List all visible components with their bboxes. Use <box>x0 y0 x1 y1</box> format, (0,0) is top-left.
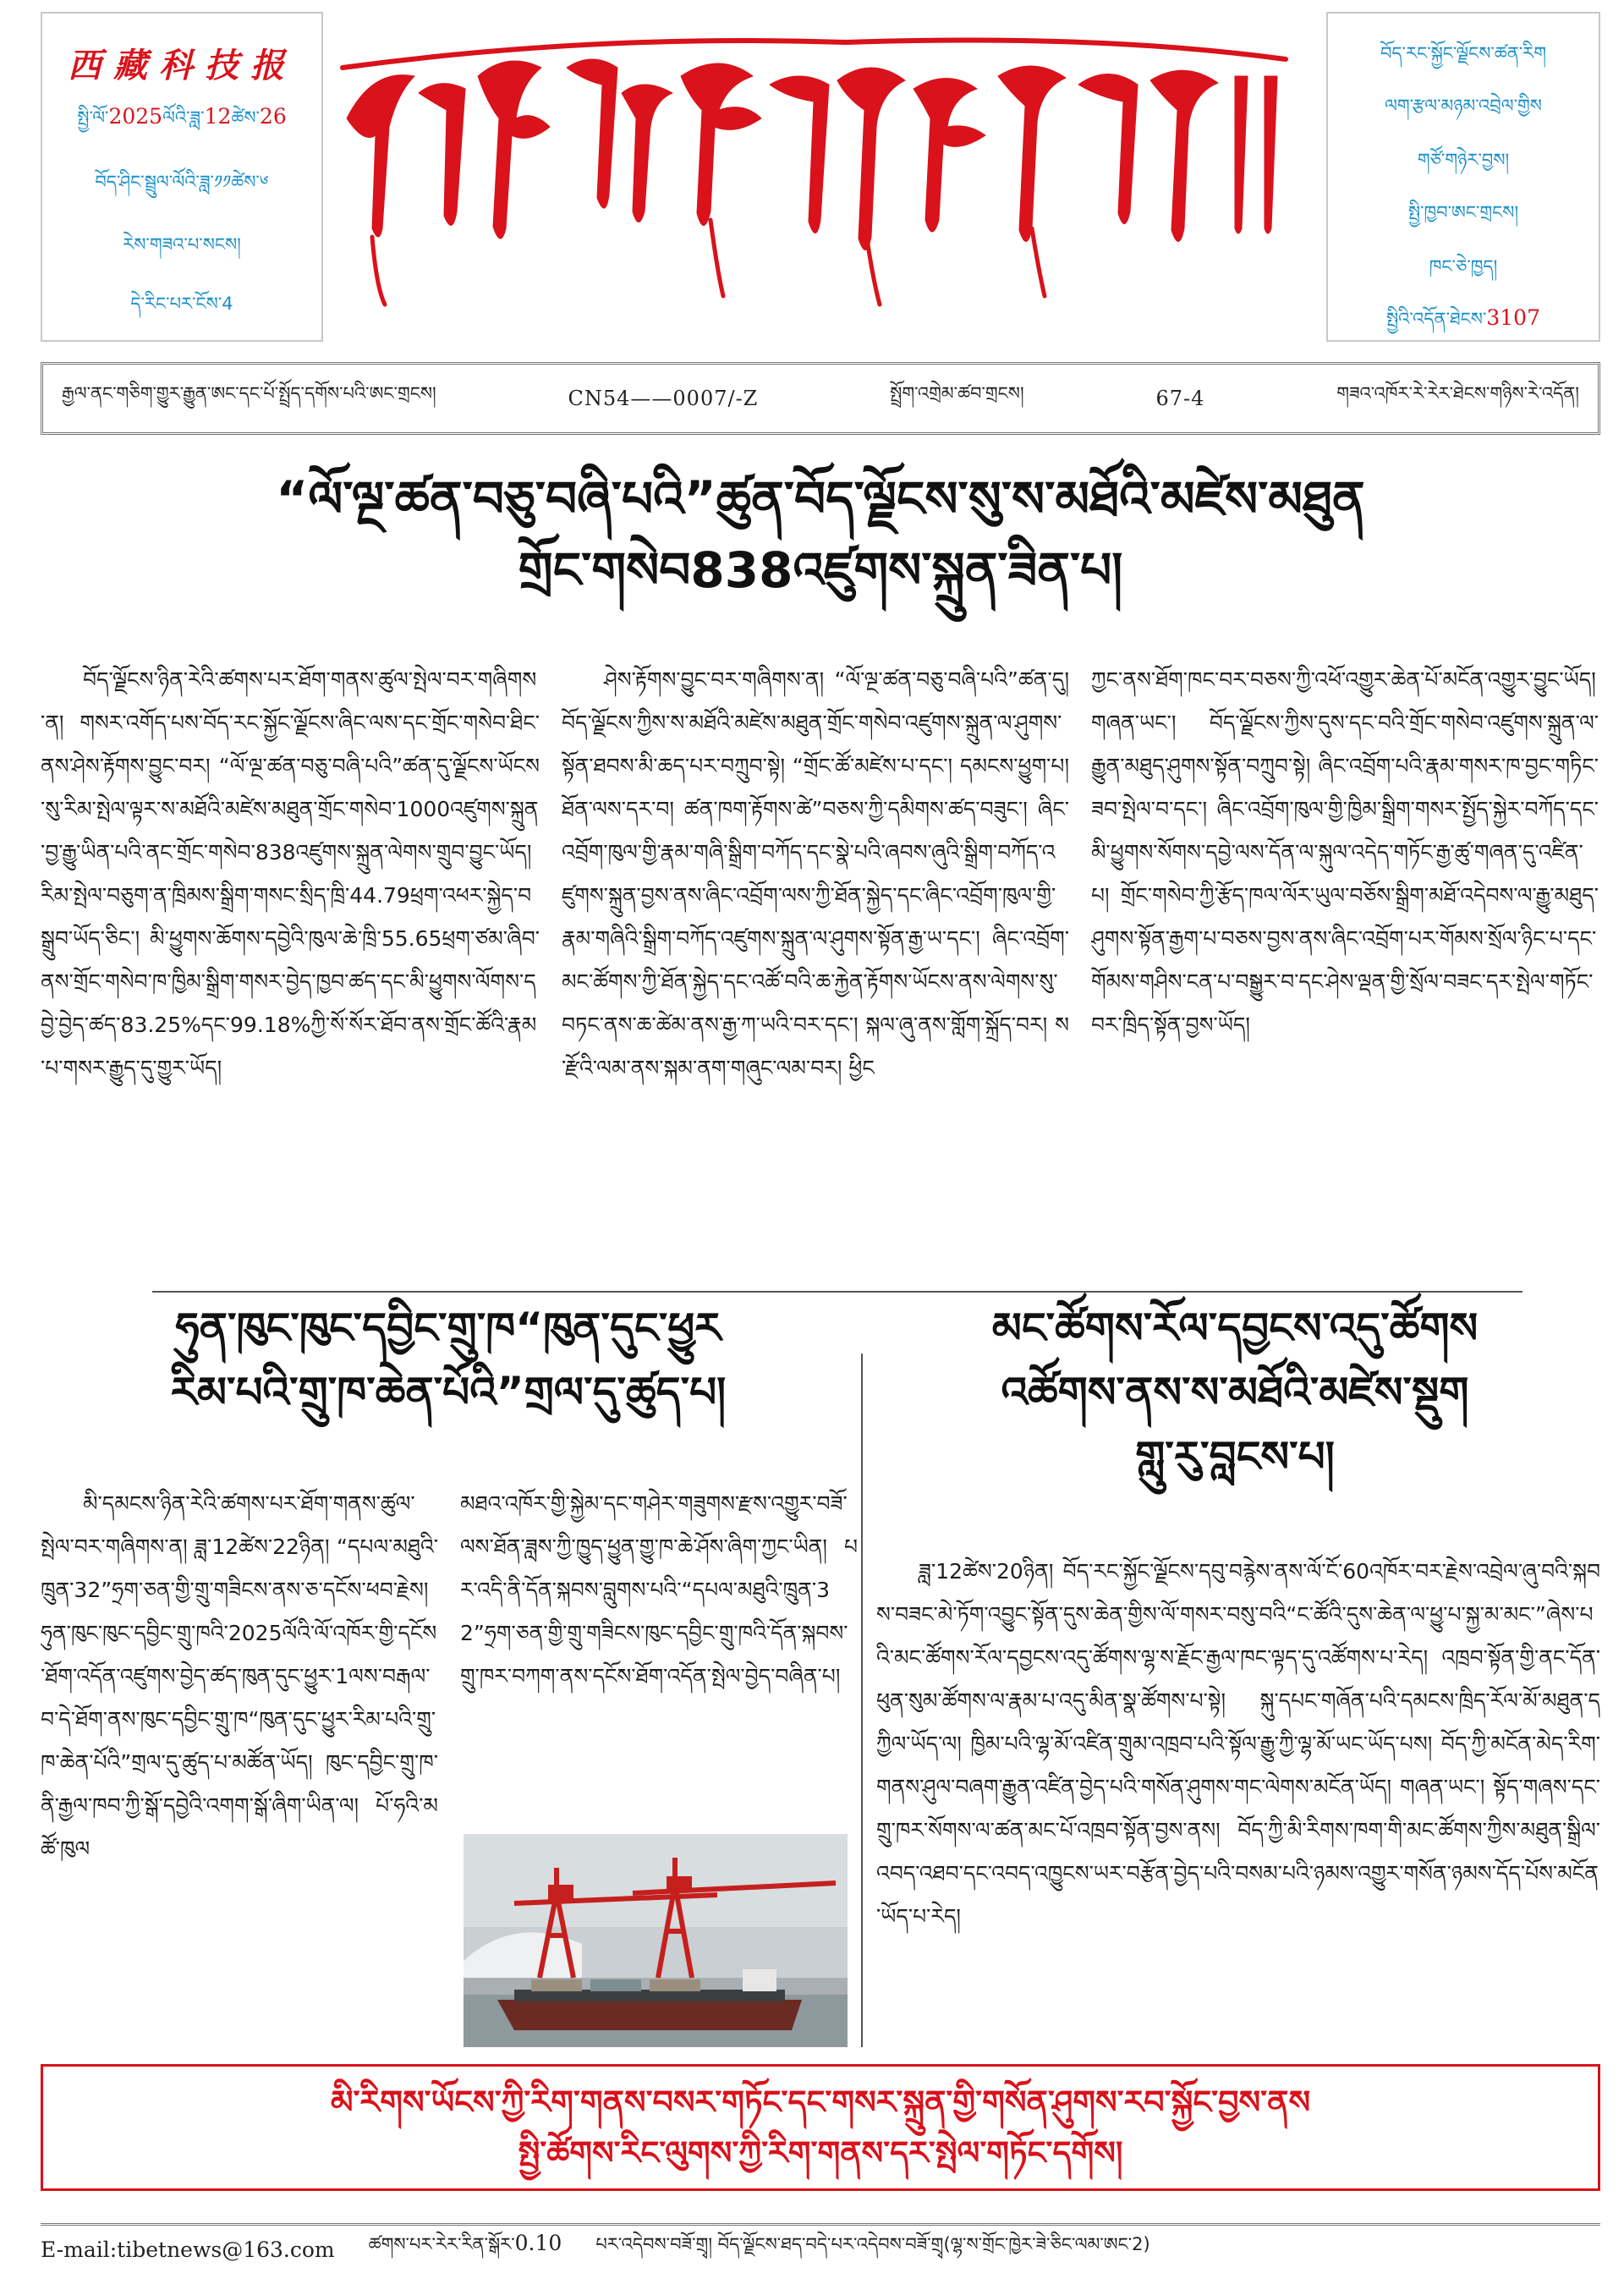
cn-serial-number: CN54——0007/-Z <box>568 387 759 410</box>
publisher-line-2: ལག་རྩལ་མཉམ་འབྲེལ་གྱིས <box>1385 96 1542 116</box>
concert-article-body: ཟླ་12ཚེས་20ཉིན། བོད་རང་སྐྱོང་ལྗོངས་དབུ་བརྙེས་ནས་ལོ་ངོ་60འཁོར་བར་རྗེས་འབྲེལ་ཞུ་བའི་སྐབས་བཟང་མེ་ཏོག་འབྱུང་སྟོན་དུས་ཆེན་གྱིས་ལོ་གསར་བསུ་བའི“ང་ཚོའི་དུས་ཆེན་ལ་ཕྱུ་པ་སྐྱ་མ་མང་”ཞེས་པའི་མང་ཚོགས་རོལ་དབྱངས་འདུ་ཚོགས་ལྷ་ས་རྗོང་རྒྱལ་ཁང་ལྟད་དུ་འཚོགས་པ་རེད། འཁྲབ་སྟོན་གྱི་ནང་དོན་ཕུན་སུམ་ཚོགས་ལ་རྣམ་པ་འདུ་མིན་སྣ་ཚོགས་པ་སྟེ། སྐུ་དཔང་གཞོན་པའི་དམངས་ཁྲིད་རོལ་མོ་མཐུན་དཀྱིལ་ཡོད་ལ། ཁྱིམ་པའི་ལྷ་མོ་འཛིན་གྲུམ་འཁྲབ་པའི་སྟོལ་རྒྱུ་ཀྱི་ལྷ་མོ་ཡང་ཡོད་པས། བོད་ཀྱི་མངོན་མེད་རིག་གནས་ཤུལ་བཞག་རྒྱུན་འཛིན་བྱེད་པའི་གསོན་ཤུགས་གང་ལེགས་མངོན་ཡོད། གཞན་ཡང་། སྟོད་གཞས་དང་གྲུ་ཁར་སོགས་ལ་ཚན་མང་པོ་འཁྲབ་སྟོན་བྱས་ནས། བོད་ཀྱི་མི་རིགས་ཁག་གི་མང་ཚོགས་ཀྱིས་མཐུན་སྒྲིལ་འབད་འཐབ་དང་འབད་འཁྱུངས་ཡར་བརྩོན་བྱེད་པའི་བསམ་པའི་ཉམས་འགྱུར་གསོན་ཉམས་དོད་པོས་མངོན་ཡོད་པ་རེད། <box>876 1559 1600 1929</box>
issue-number-line: སྤྱིའི་འདོན་ཐེངས་3107 <box>1385 305 1540 330</box>
tibetan-calendar-line: བོད་ཤིང་སྦྲུལ་ལོའི་ཟླ་༡༡ཚེས་༦ <box>95 172 269 192</box>
port-article-headline: ཧུན་ཁུང་ཁུང་དབྱིང་གྲུ་ཁ“ཁུན་དུང་ཕྱུར རིམ་པའི་གྲུ་ཁ་ཆེན་པོའི”གྲལ་དུ་ཚུད་པ། <box>170 1304 727 1417</box>
main-article-column-3: ཀྱང་ནས་ཐོག་ཁང་བར་བཅས་ཀྱི་འཕོ་འགྱུར་ཆེན་པོ་མངོན་འགྱུར་བྱུང་ཡོད། གཞན་ཡང་། བོད་ལྗོངས་ཀྱིས་དུས་དང་བའི་གྲོང་གསེབ་འཛུགས་སྐྲུན་ལ་རྒྱུན་མཐུད་ཤུགས་སྟོན་བཀྲུབ་སྟེ། ཞིང་འབྲོག་པའི་རྣམ་གསར་ཁ་བྱང་གཏིང་ཟབ་སྤེལ་བ་དང་། ཞིང་འབྲོག་ཁུལ་གྱི་ཁྱིམ་སྒྲིག་གསར་སྤྱོད་སྐྱེར་བཀོད་དང་མི་ཕྱུགས་སོགས་དབྱེ་ལས་དོན་ལ་སྐུལ་འདེད་གཏོང་རྒྱ་ཚུ་གཞན་དུ་འཛིན་པ། གྲོང་གསེབ་ཀྱི་རྩོད་ཁལ་ལོར་ཡུལ་བཅོས་སྒྲིག་མཐོ་འདེབས་ལ་རྒྱུ་མཐུད་ཤུགས་སྟོན་རྒྱག་པ་བཅས་བྱས་ནས་ཞིང་འབྲོག་པར་གོམས་སྲོལ་ཉིང་པ་དང་གོམས་གཤིས་ངན་པ་བསྒྱུར་བ་དང་ཤེས་ལྡན་གྱི་སྲོལ་བཟང་དར་སྤེལ་གཏོང་བར་ཁྲིད་སྟོན་བྱས་ཡོད། <box>1091 667 1599 1037</box>
masthead-right-box <box>1326 12 1600 342</box>
port-article-column-2: མཐའ་འཁོར་གྱི་སྐྱེམ་དང་གཤེར་གཟུགས་རྫས་འགྱུར་བཟོ་ལས་ཐོན་ཟླས་ཀྱི་ཁྱུད་ཕྱུན་གྱུ་ཁ་ཆེ་ཤོས་ཞིག་ཀྱང་ཡིན། པར་འདི་ནི་དོན་སྐབས་བླུགས་པའི་“དཔལ་མཐུའི་ཁྲུན་32”ཧྲག་ཅན་གྱི་གྲུ་གཟིངས་ཁུང་དབྱིང་གྲུ་ཁའི་དོན་སྐབས་གྲུ་ཁར་བཀག་ནས་དངོས་ཐོག་འདོན་སྤེལ་བྱེད་བཞིན་པ། <box>460 1491 858 1688</box>
publisher-line-1: བོད་རང་སྐྱོང་ལྗོངས་ཚན་རིག <box>1380 43 1547 63</box>
page-count-line: དེ་རིང་པར་ངོས་4 <box>130 294 233 314</box>
column-divider <box>861 1353 863 2047</box>
printer-info: པར་འདེབས་བཟོ་གྲྭ། བོད་ལྗོངས་ཐད་བདེ་པར་འདེབས་བཟོ་གྲྭ(ལྷ་ས་གྲོང་ཁྱེར་ཟེ་ཅིང་ལམ་ཨང་2) <box>595 2233 1150 2254</box>
main-article-column-1: བོད་ལྗོངས་ཉིན་རེའི་ཚགས་པར་ཐོག་གནས་ཚུལ་སྤེལ་བར་གཞིགས་ན། གསར་འགོད་པས་བོད་རང་སྐྱོང་ལྗོངས་ཞིང་ལས་དང་གྲོང་གསེབ་ཐིང་ནས་ཤེས་རྟོགས་བྱུང་བར། “ལོ་ལྔ་ཚན་བཅུ་བཞི་པའི”ཚན་དུ་ལྗོངས་ཡོངས་སུ་རིམ་སྤེལ་ལྟར་ས་མཐོའི་མཛེས་མཐུན་གྲོང་གསེབ་1000འཛུགས་སྐྲུན་བྱ་རྒྱུ་ཡིན་པའི་ནང་གྲོང་གསེབ་838འཛུགས་སྐྲུན་ལེགས་གྲུབ་བྱུང་ཡོད། རིམ་སྤེལ་བཅུག་ན་ཁྲིམས་སྒྲིག་གསང་སྲིད་ཁྲི་44.79ཕྲག་འཕར་སྐྱེད་བསྒྲུབ་ཡོད་ཅིང་། མི་ཕྱུགས་ཆོགས་དབྱེའི་ཁུལ་ཆེ་ཁྲི་55.65ཕྲག་ཙམ་ཞིབ་ནས་གྲོང་གསེབ་ཁ་ཁྱིམ་སྒྲིག་གསར་བྱེད་ཁྱབ་ཚད་དང་མི་ཕྱུགས་ལོགས་དབྱེ་བྱེད་ཚད་83.25%དང་99.18%ཀྱི་སོ་སོར་ཐོབ་ནས་གྲོང་ཚོའི་རྣམ་པ་གསར་རྒྱུད་དུ་གྱུར་ཡོད། <box>41 667 540 1080</box>
section-divider <box>152 1291 1522 1293</box>
publisher-line-3: གཙོ་གཉེར་བྱས། <box>1417 150 1510 170</box>
port-article-column-1: མི་དམངས་ཉིན་རེའི་ཚགས་པར་ཐོག་གནས་ཚུལ་སྤེལ་བར་གཞིགས་ན། ཟླ་12ཚེས་22ཉིན། “དཔལ་མཐུའི་ཁྲུན་32”ཧྲག་ཅན་གྱི་གྲུ་གཟིངས་ནས་ཅ་དངོས་ཕབ་རྗེས། ཧུན་ཁུང་ཁུང་དབྱིང་གྲུ་ཁའི་2025ལོའི་ལོ་འཁོར་གྱི་དངོས་ཐོག་འདོན་འཛུགས་བྱེད་ཚད་ཁུན་དུང་ཕྱུར་1ལས་བརྒལ་བ་དེ་ཐོག་ནས་ཁུང་དབྱིང་གྲུ་ཁ“ཁུན་དུང་ཕྱུར་རིམ་པའི་གྲུ་ཁ་ཆེན་པོའི”གྲལ་དུ་ཚུད་པ་མཚོན་ཡོད། ཁུང་དབྱིང་གྲུ་ཁ་ནི་རྒྱལ་ཁབ་ཀྱི་སྒོ་དབྱེའི་འགག་སྒོ་ཞིག་ཡིན་ལ། པོ་ཧའི་མཚོ་ཁུལ <box>41 1491 438 1861</box>
masthead-left-box <box>41 12 323 342</box>
contact-email[interactable]: E-mail:tibetnews@163.com <box>41 2237 335 2262</box>
main-article-column-2: ཤེས་རྟོགས་བྱུང་བར་གཞིགས་ན། “ལོ་ལྔ་ཚན་བཅུ་བཞི་པའི”ཚན་དུ། བོད་ལྗོངས་ཀྱིས་ས་མཐོའི་མཛེས་མཐུན་གྲོང་གསེབ་འཛུགས་སྐྲུན་ལ་ཤུགས་སྟོན་ཐབས་མི་ཆད་པར་བཀྲུབ་སྟེ། “གྲོང་ཚོ་མཛེས་པ་དང་། དམངས་ཕྱུག་པ། ཐོན་ལས་དར་བ། ཚན་ཁག་རྟོགས་ཚེ”བཅས་ཀྱི་དམིགས་ཚད་བཟུང་། ཞིང་འབྲོག་ཁུལ་གྱི་རྣམ་གཞི་སྒྲིག་བཀོད་དང་སྣེ་པའི་ཞབས་ཞུའི་སྒྲིག་བཀོད་འཛུགས་སྐྲུན་བྱས་ནས་ཞིང་འབྲོག་ལས་ཀྱི་ཐོན་སྐྱེད་དང་ཞིང་འབྲོག་ཁུལ་གྱི་རྣམ་གཞིའི་སྒྲིག་བཀོད་འཛུགས་སྐྲུན་ལ་ཤུགས་སྟོན་རྒྱ་ཡ་དང་། ཞིང་འབྲོག་མང་ཚོགས་ཀྱི་ཐོན་སྐྱེད་དང་འཚོ་བའི་ཆ་རྐྱེན་རྟོགས་ཡོངས་ནས་ལེགས་སུ་བཏང་ནས་ཆ་ཚེམ་ནས་རྒྱ་ཀ་ཡའི་བར་དང་། སྐལ་ཞུ་ནས་གློག་སྐྲོད་བར། ས་རྫོའི་ལམ་ནས་སྐམ་ནག་གཞུང་ལམ་བར། ཕྱིང <box>562 667 1069 1080</box>
chinese-newspaper-name: 西藏科技报 <box>68 46 296 85</box>
newspaper-title-calligraphy <box>338 17 1311 313</box>
main-article-headline: “ལོ་ལྔ་ཚན་བཅུ་བཞི་པའི”ཚུན་བོད་ལྗོངས་སུ་ས་མཐོའི་མཛེས་མཐུན གྲོང་གསེབ838འཛུགས་སྐྲུན་ཟིན་པ། <box>276 470 1365 599</box>
slogan-line-1: མི་རིགས་ཡོངས་ཀྱི་རིག་གནས་བསར་གཏོང་དང་གསར་སྐྲུན་གྱི་གསོན་ཤུགས་རབ་སྐྱོང་བྱས་ནས <box>330 2084 1311 2121</box>
page-footer <box>41 2223 1600 2273</box>
domestic-serial-label: རྒྱལ་ནང་གཅིག་གྱུར་རྒྱུན་ཨང་དང་པོ་སྤྲོད་དགོས་པའི་ཨང་གྲངས། <box>62 382 436 404</box>
publication-info-bar <box>41 362 1600 435</box>
concert-article-headline: མང་ཚོགས་རོལ་དབྱངས་འདུ་ཚོགས འཚོགས་ནས་ས་མཐོའི་མཛེས་སྡུག གླུ་རུ་བླངས་པ། <box>991 1304 1479 1481</box>
postal-code-label: སྤྲོག་འགྲེམ་ཚབ་གྲངས། <box>890 382 1024 404</box>
postal-code: 67-4 <box>1155 387 1205 410</box>
publisher-line-5: ཁང་ཅེ་ཁྱད། <box>1429 256 1498 277</box>
publisher-line-4: སྤྱི་ཁྱབ་ཨང་གྲངས། <box>1407 202 1519 222</box>
slogan-line-2: སྤྱི་ཚོགས་རིང་ལུགས་ཀྱི་རིག་གནས་དར་སྤེལ་གཏོང་དགོས། <box>518 2134 1123 2171</box>
frequency-label: གཟའ་འཁོར་རེ་རེར་ཐེངས་གཉིས་རེ་འདོན། <box>1336 382 1579 404</box>
date-line: སྤྱི་ལོ་2025ལོའི་ཟླ་12ཚེས་26 <box>77 104 287 129</box>
slogan-box <box>41 2064 1600 2191</box>
weekday-line: རེས་གཟའ་པ་སངས། <box>123 234 241 255</box>
price-info: ཚགས་པར་རེར་རིན་སྒོར་0.10 <box>368 2230 562 2255</box>
port-crane-photo <box>464 1834 848 2047</box>
